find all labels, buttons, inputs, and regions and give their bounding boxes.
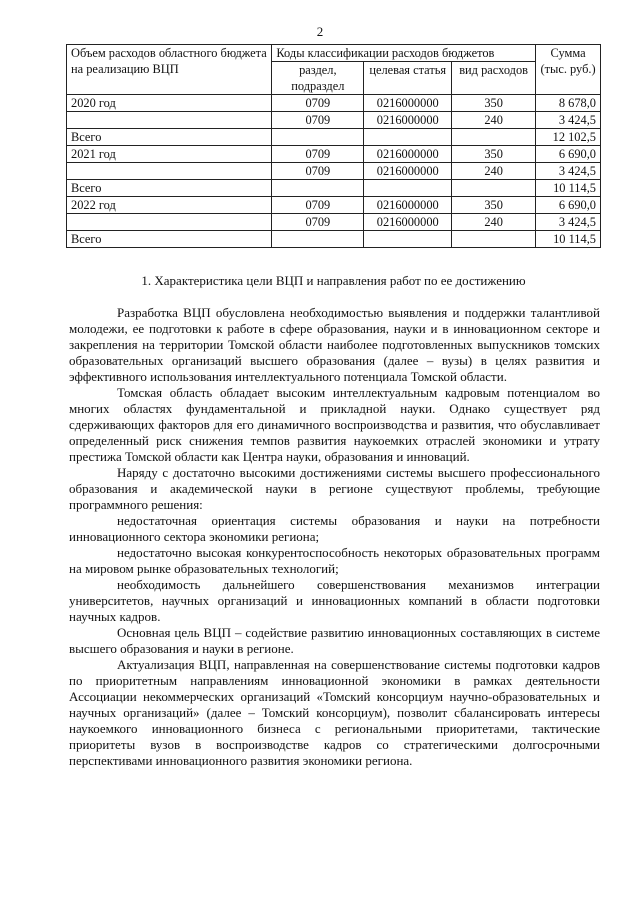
table-header-row	[67, 45, 601, 62]
paragraph: Актуализация ВЦП, направленная на совершенствование системы подготовки кадров по приоритетным направлениям инновационной экономики в рамках деятельности Ассоциации некоммерческих организаций «Томский консорциум научно-образовательных и научных организаций» (далее – Томский консорциум), позволит сбалансировать интересы наукоемкого инновационного бизнеса с региональными приоритетами, тактические приоритеты вузов в воспроизводстве кадров со стратегическими долгосрочными перспективами инновационного развития экономики региона.	[69, 657, 600, 768]
paragraph: Томская область обладает высоким интеллектуальным кадровым потенциалом во многих областях фундаментальной и прикладной науки. Однако существует ряд сдерживающих факторов для его динамичного воспроизводства и развития, что обуславливает определенный риск снижения темпов развития наукоемких отраслей экономики и утрату престижа Томской области как Центра науки, образования и инноваций.	[69, 385, 600, 464]
row-type	[452, 231, 536, 248]
table-row	[67, 163, 601, 180]
page-number: 2	[316, 24, 324, 39]
table-row	[67, 214, 601, 231]
row-section: 0709	[272, 146, 364, 163]
budget-table	[66, 44, 601, 248]
row-target: 0216000000	[364, 112, 452, 129]
header-section: раздел, подраздел	[272, 62, 364, 95]
row-type	[452, 129, 536, 146]
row-type: 240	[452, 112, 536, 129]
paragraph: необходимость дальнейшего совершенствования механизмов интеграции университетов, научных организаций и инновационных компаний в области подготовки научных кадров.	[69, 577, 600, 624]
table-row	[67, 231, 601, 248]
header-target: целевая статья	[364, 62, 452, 95]
row-section	[272, 180, 364, 197]
row-target	[364, 231, 452, 248]
header-sum: Сумма (тыс. руб.)	[536, 45, 601, 95]
row-sum: 10 114,5	[536, 180, 601, 197]
row-label: Всего	[67, 231, 272, 248]
row-sum: 10 114,5	[536, 231, 601, 248]
row-type: 350	[452, 146, 536, 163]
body-text	[69, 305, 600, 769]
row-sum: 3 424,5	[536, 112, 601, 129]
row-type	[452, 180, 536, 197]
row-section: 0709	[272, 197, 364, 214]
row-target: 0216000000	[364, 214, 452, 231]
row-type: 350	[452, 197, 536, 214]
row-target: 0216000000	[364, 197, 452, 214]
row-section: 0709	[272, 214, 364, 231]
row-label: Всего	[67, 180, 272, 197]
table-row	[67, 180, 601, 197]
row-label: 2020 год	[67, 95, 272, 112]
row-label	[67, 214, 272, 231]
row-sum: 3 424,5	[536, 214, 601, 231]
row-label: 2022 год	[67, 197, 272, 214]
row-section: 0709	[272, 163, 364, 180]
row-sum: 6 690,0	[536, 197, 601, 214]
row-label: Всего	[67, 129, 272, 146]
table-row	[67, 112, 601, 129]
row-label: 2021 год	[67, 146, 272, 163]
table-row	[67, 146, 601, 163]
row-label	[67, 112, 272, 129]
row-sum: 12 102,5	[536, 129, 601, 146]
paragraph: Разработка ВЦП обусловлена необходимостью выявления и поддержки талантливой молодежи, ее подготовки к работе в сфере образования, науки и в инновационном секторе и закрепления на территории Томской области наиболее подготовленных выпускников томских образовательных организаций высшего образования (далее – вузы) в целях развития и эффективного использования интеллектуального потенциала Томской области.	[69, 305, 600, 384]
table-row	[67, 197, 601, 214]
row-section: 0709	[272, 112, 364, 129]
row-type: 240	[452, 163, 536, 180]
row-type: 240	[452, 214, 536, 231]
header-codes: Коды классификации расходов бюджетов	[272, 45, 536, 62]
row-target: 0216000000	[364, 146, 452, 163]
row-target: 0216000000	[364, 163, 452, 180]
row-target	[364, 180, 452, 197]
paragraph: Основная цель ВЦП – содействие развитию инновационных составляющих в системе высшего образования и науки в регионе.	[69, 625, 600, 656]
table-row	[67, 129, 601, 146]
section-heading: 1. Характеристика цели ВЦП и направления работ по ее достижению	[141, 273, 526, 288]
row-type: 350	[452, 95, 536, 112]
paragraph: Наряду с достаточно высокими достижениями системы высшего профессионального образования и академической науки в регионе существуют проблемы, требующие программного решения:	[69, 465, 600, 512]
header-expense-type: вид расходов	[452, 62, 536, 95]
row-sum: 8 678,0	[536, 95, 601, 112]
paragraph: недостаточно высокая конкурентоспособность некоторых образовательных программ на мировом рынке образовательных технологий;	[69, 545, 600, 576]
row-section	[272, 129, 364, 146]
header-volume: Объем расходов областного бюджета на реализацию ВЦП	[67, 45, 272, 95]
row-target: 0216000000	[364, 95, 452, 112]
paragraph: недостаточная ориентация системы образования и науки на потребности инновационного сектора экономики региона;	[69, 513, 600, 544]
table-row	[67, 95, 601, 112]
row-target	[364, 129, 452, 146]
row-section	[272, 231, 364, 248]
row-sum: 6 690,0	[536, 146, 601, 163]
row-sum: 3 424,5	[536, 163, 601, 180]
row-label	[67, 163, 272, 180]
row-section: 0709	[272, 95, 364, 112]
